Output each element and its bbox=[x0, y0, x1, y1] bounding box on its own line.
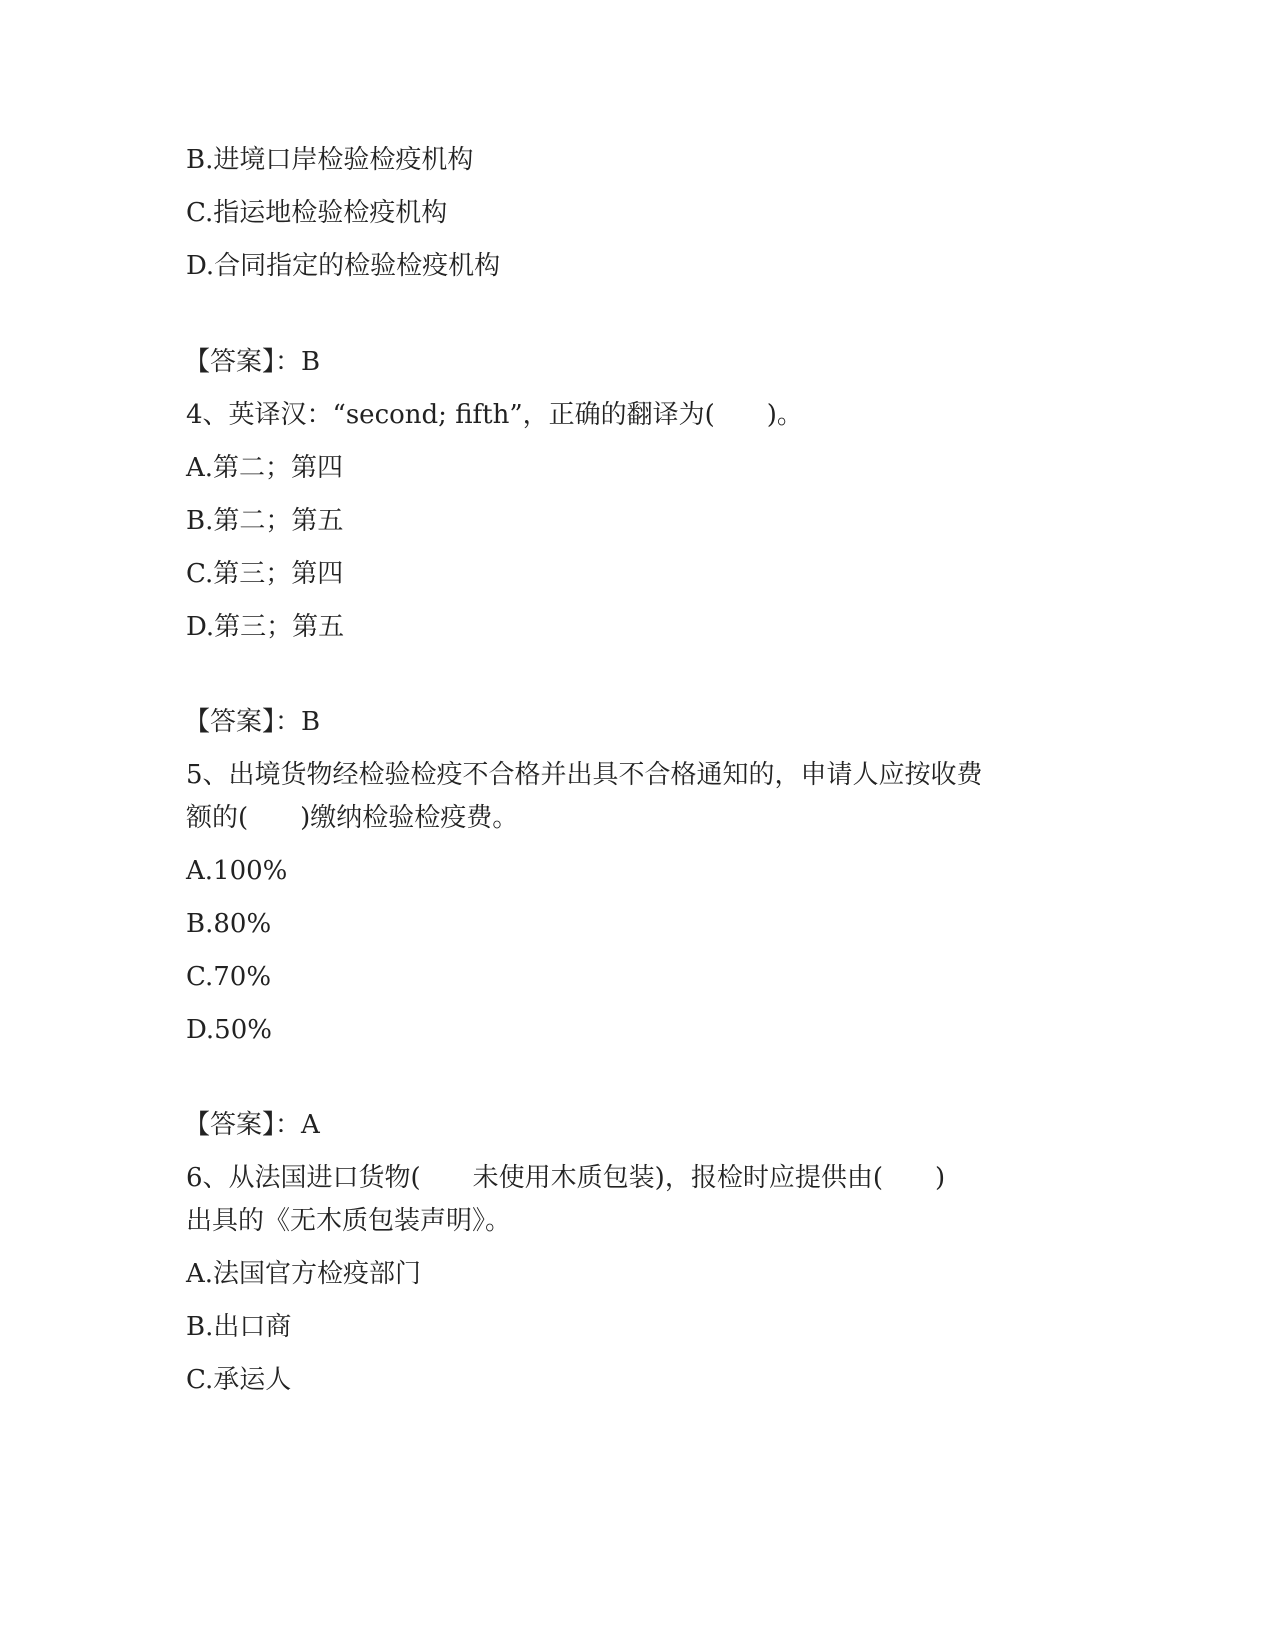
q6-stem-line-2: 出具的《无木质包装声明》。 bbox=[186, 1206, 512, 1236]
q5-option-b: B.80% bbox=[186, 909, 272, 939]
q3-answer: 【答案】：B bbox=[184, 347, 321, 377]
q4-stem: 4、英译汉：“second; fifth”，正确的翻译为( )。 bbox=[186, 400, 803, 430]
q3-option-b: B.进境口岸检验检疫机构 bbox=[186, 145, 474, 175]
q5-stem-line-1: 5、出境货物经检验检疫不合格并出具不合格通知的，申请人应按收费 bbox=[186, 760, 983, 790]
q6-stem-line-1: 6、从法国进口货物( 未使用木质包装)，报检时应提供由( ) bbox=[186, 1163, 946, 1193]
q5-option-d: D.50% bbox=[186, 1015, 272, 1045]
q4-option-a: A.第二；第四 bbox=[186, 453, 344, 483]
q4-answer: 【答案】：B bbox=[184, 707, 321, 737]
q6-option-c: C.承运人 bbox=[186, 1365, 292, 1395]
q6-option-b: B.出口商 bbox=[186, 1312, 292, 1342]
q3-option-c: C.指运地检验检疫机构 bbox=[186, 198, 448, 228]
q4-option-d: D.第三；第五 bbox=[186, 612, 345, 642]
q4-option-c: C.第三；第四 bbox=[186, 559, 344, 589]
q5-stem-line-2: 额的( )缴纳检验检疫费。 bbox=[186, 803, 519, 833]
q5-option-c: C.70% bbox=[186, 962, 272, 992]
q6-option-a: A.法国官方检疫部门 bbox=[186, 1259, 422, 1289]
q4-option-b: B.第二；第五 bbox=[186, 506, 344, 536]
q5-option-a: A.100% bbox=[186, 856, 288, 886]
q5-answer: 【答案】：A bbox=[184, 1110, 320, 1140]
q3-option-d: D.合同指定的检验检疫机构 bbox=[186, 251, 501, 281]
